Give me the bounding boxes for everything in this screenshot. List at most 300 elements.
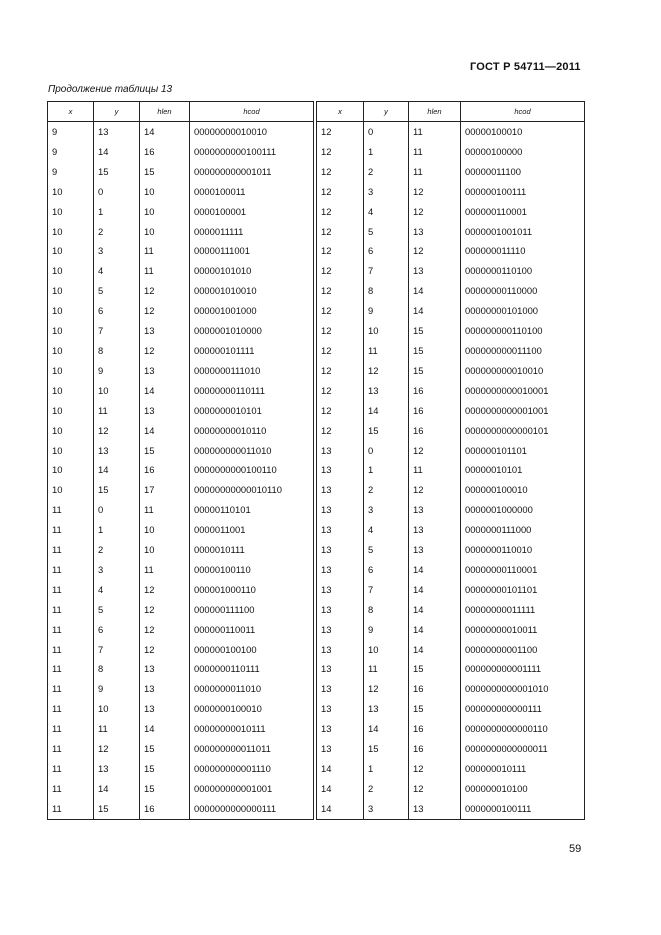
cell-hcod: 0000000111010 — [190, 361, 314, 381]
column-header-hlen: hlen — [409, 102, 461, 122]
cell-hcod: 000000000011011 — [190, 739, 314, 759]
cell-hcod: 0000010111 — [190, 540, 314, 560]
cell-hcod: 0000000110111 — [190, 659, 314, 679]
cell-hcod: 00000000010010 — [190, 122, 314, 142]
cell-hlen: 10 — [140, 222, 190, 242]
table-row — [317, 222, 585, 242]
cell-hlen: 12 — [140, 301, 190, 321]
column-header-y: y — [364, 102, 409, 122]
cell-x: 11 — [48, 659, 94, 679]
cell-hcod: 00000110101 — [190, 500, 314, 520]
cell-hcod: 000000000000111 — [461, 699, 585, 719]
cell-x: 13 — [317, 580, 364, 600]
cell-hlen: 15 — [140, 759, 190, 779]
cell-x: 10 — [48, 480, 94, 500]
cell-y: 15 — [94, 799, 140, 819]
table-row — [317, 421, 585, 441]
cell-hcod: 0000001001011 — [461, 222, 585, 242]
code-table-left — [47, 101, 314, 820]
cell-hlen: 14 — [409, 580, 461, 600]
cell-hcod: 000000010100 — [461, 779, 585, 799]
cell-hlen: 14 — [140, 122, 190, 142]
cell-x: 10 — [48, 182, 94, 202]
table-row — [48, 381, 314, 401]
cell-x: 11 — [48, 719, 94, 739]
cell-y: 6 — [94, 301, 140, 321]
cell-y: 4 — [94, 261, 140, 281]
cell-hlen: 15 — [409, 361, 461, 381]
cell-y: 3 — [364, 182, 409, 202]
cell-y: 3 — [364, 500, 409, 520]
cell-x: 11 — [48, 699, 94, 719]
cell-y: 5 — [364, 540, 409, 560]
cell-y: 1 — [94, 520, 140, 540]
table-row — [317, 719, 585, 739]
cell-x: 11 — [48, 799, 94, 819]
cell-hcod: 0000000011010 — [190, 679, 314, 699]
table-row — [48, 580, 314, 600]
cell-hlen: 12 — [140, 600, 190, 620]
cell-x: 14 — [317, 759, 364, 779]
cell-x: 12 — [317, 381, 364, 401]
table-row — [317, 202, 585, 222]
table-row — [317, 799, 585, 819]
cell-x: 12 — [317, 122, 364, 142]
cell-hlen: 11 — [140, 500, 190, 520]
cell-x: 10 — [48, 460, 94, 480]
cell-y: 7 — [94, 321, 140, 341]
table-row — [317, 162, 585, 182]
table-row — [48, 620, 314, 640]
table-row — [48, 640, 314, 660]
table-row — [317, 679, 585, 699]
table-row — [48, 560, 314, 580]
table-row — [48, 719, 314, 739]
table-row — [48, 301, 314, 321]
cell-hlen: 10 — [140, 520, 190, 540]
cell-hlen: 13 — [409, 222, 461, 242]
cell-x: 13 — [317, 620, 364, 640]
table-row — [317, 580, 585, 600]
cell-hcod: 00000000010111 — [190, 719, 314, 739]
table-row — [317, 142, 585, 162]
cell-y: 3 — [94, 241, 140, 261]
cell-x: 10 — [48, 261, 94, 281]
cell-y: 10 — [364, 321, 409, 341]
cell-hcod: 000000000001110 — [190, 759, 314, 779]
cell-hcod: 00000000001100 — [461, 640, 585, 660]
cell-hcod: 000000010111 — [461, 759, 585, 779]
cell-hcod: 00000000110000 — [461, 281, 585, 301]
cell-hlen: 13 — [140, 321, 190, 341]
cell-hcod: 0000001000000 — [461, 500, 585, 520]
table-row — [317, 640, 585, 660]
table-row — [48, 202, 314, 222]
cell-hlen: 13 — [140, 679, 190, 699]
cell-y: 14 — [94, 142, 140, 162]
cell-hlen: 10 — [140, 182, 190, 202]
cell-x: 10 — [48, 341, 94, 361]
cell-y: 15 — [364, 421, 409, 441]
cell-hcod: 0000000000000111 — [190, 799, 314, 819]
cell-x: 10 — [48, 441, 94, 461]
cell-y: 11 — [364, 341, 409, 361]
table-row — [48, 341, 314, 361]
cell-x: 10 — [48, 202, 94, 222]
cell-hlen: 11 — [409, 460, 461, 480]
cell-hcod: 000000101101 — [461, 441, 585, 461]
table-row — [317, 699, 585, 719]
cell-hcod: 00000010101 — [461, 460, 585, 480]
cell-hlen: 14 — [409, 281, 461, 301]
cell-y: 7 — [94, 640, 140, 660]
cell-hlen: 14 — [409, 600, 461, 620]
cell-y: 6 — [94, 620, 140, 640]
cell-hcod: 000001000110 — [190, 580, 314, 600]
cell-hcod: 0000001010000 — [190, 321, 314, 341]
cell-x: 13 — [317, 719, 364, 739]
cell-x: 10 — [48, 301, 94, 321]
cell-x: 12 — [317, 401, 364, 421]
cell-hlen: 12 — [409, 779, 461, 799]
cell-hcod: 0000000000100111 — [190, 142, 314, 162]
cell-x: 9 — [48, 142, 94, 162]
cell-hlen: 14 — [140, 719, 190, 739]
cell-hcod: 000000000110100 — [461, 321, 585, 341]
cell-y: 5 — [94, 600, 140, 620]
cell-y: 10 — [94, 699, 140, 719]
cell-y: 14 — [364, 719, 409, 739]
table-row — [317, 321, 585, 341]
cell-hcod: 0000000000000110 — [461, 719, 585, 739]
table-row — [317, 182, 585, 202]
cell-y: 1 — [94, 202, 140, 222]
cell-x: 12 — [317, 162, 364, 182]
cell-hlen: 12 — [140, 620, 190, 640]
cell-x: 11 — [48, 779, 94, 799]
cell-hcod: 000000000011010 — [190, 441, 314, 461]
column-header-hcod: hcod — [190, 102, 314, 122]
cell-hcod: 0000011111 — [190, 222, 314, 242]
cell-x: 10 — [48, 222, 94, 242]
cell-x: 12 — [317, 361, 364, 381]
cell-hcod: 00000000110001 — [461, 560, 585, 580]
cell-x: 13 — [317, 640, 364, 660]
cell-x: 12 — [317, 301, 364, 321]
cell-hlen: 13 — [140, 699, 190, 719]
cell-y: 9 — [364, 620, 409, 640]
cell-hcod: 0000000000010001 — [461, 381, 585, 401]
cell-hcod: 0000011001 — [190, 520, 314, 540]
cell-hcod: 00000000101000 — [461, 301, 585, 321]
cell-hlen: 13 — [409, 261, 461, 281]
cell-x: 10 — [48, 281, 94, 301]
table-row — [48, 600, 314, 620]
cell-x: 9 — [48, 122, 94, 142]
cell-y: 13 — [94, 441, 140, 461]
table-row — [48, 222, 314, 242]
cell-hcod: 000000000001111 — [461, 659, 585, 679]
cell-hlen: 12 — [409, 182, 461, 202]
table-row — [317, 301, 585, 321]
cell-y: 2 — [364, 162, 409, 182]
cell-hcod: 0000000110100 — [461, 261, 585, 281]
cell-y: 0 — [94, 500, 140, 520]
table-row — [317, 560, 585, 580]
column-header-x: x — [317, 102, 364, 122]
table-row — [317, 659, 585, 679]
cell-y: 14 — [364, 401, 409, 421]
table-row — [317, 381, 585, 401]
cell-hcod: 000001001000 — [190, 301, 314, 321]
cell-hlen: 15 — [140, 441, 190, 461]
cell-x: 12 — [317, 202, 364, 222]
cell-hcod: 0000000000001001 — [461, 401, 585, 421]
cell-y: 15 — [364, 739, 409, 759]
cell-hcod: 000000000010010 — [461, 361, 585, 381]
table-row — [317, 441, 585, 461]
cell-hlen: 15 — [140, 779, 190, 799]
cell-hlen: 15 — [409, 699, 461, 719]
table-row — [48, 540, 314, 560]
cell-hlen: 15 — [409, 659, 461, 679]
table-row — [48, 441, 314, 461]
cell-y: 8 — [94, 659, 140, 679]
cell-y: 3 — [364, 799, 409, 819]
table-row — [48, 460, 314, 480]
cell-y: 12 — [94, 739, 140, 759]
cell-y: 12 — [364, 361, 409, 381]
cell-hlen: 13 — [409, 799, 461, 819]
cell-x: 9 — [48, 162, 94, 182]
cell-x: 12 — [317, 321, 364, 341]
cell-hcod: 0000000100010 — [190, 699, 314, 719]
cell-hcod: 00000000011111 — [461, 600, 585, 620]
cell-hcod: 0000000000001010 — [461, 679, 585, 699]
cell-hlen: 13 — [409, 540, 461, 560]
cell-hcod: 0000000110010 — [461, 540, 585, 560]
cell-y: 4 — [94, 580, 140, 600]
cell-hcod: 00000100010 — [461, 122, 585, 142]
page-number: 59 — [569, 843, 582, 855]
cell-x: 13 — [317, 560, 364, 580]
cell-x: 11 — [48, 620, 94, 640]
column-header-x: x — [48, 102, 94, 122]
cell-x: 13 — [317, 699, 364, 719]
cell-y: 14 — [94, 460, 140, 480]
cell-hlen: 11 — [140, 241, 190, 261]
table-row — [317, 261, 585, 281]
cell-hcod: 0000000000000101 — [461, 421, 585, 441]
cell-y: 7 — [364, 261, 409, 281]
table-row — [317, 739, 585, 759]
cell-x: 10 — [48, 421, 94, 441]
cell-y: 12 — [364, 679, 409, 699]
cell-x: 10 — [48, 401, 94, 421]
table-row — [48, 182, 314, 202]
cell-x: 13 — [317, 600, 364, 620]
cell-y: 2 — [364, 779, 409, 799]
standard-header: ГОСТ Р 54711—2011 — [470, 61, 581, 73]
cell-hcod: 0000000111000 — [461, 520, 585, 540]
cell-hlen: 13 — [409, 520, 461, 540]
cell-x: 10 — [48, 241, 94, 261]
cell-hlen: 14 — [409, 640, 461, 660]
table-row — [48, 261, 314, 281]
cell-y: 13 — [94, 122, 140, 142]
cell-x: 11 — [48, 600, 94, 620]
cell-x: 11 — [48, 580, 94, 600]
cell-hlen: 16 — [409, 679, 461, 699]
cell-x: 14 — [317, 779, 364, 799]
cell-y: 13 — [94, 759, 140, 779]
cell-y: 1 — [364, 142, 409, 162]
cell-x: 11 — [48, 759, 94, 779]
cell-x: 12 — [317, 341, 364, 361]
cell-hcod: 0000100001 — [190, 202, 314, 222]
cell-hcod: 000000100010 — [461, 480, 585, 500]
cell-hlen: 15 — [140, 162, 190, 182]
cell-x: 13 — [317, 679, 364, 699]
cell-hcod: 0000000000100110 — [190, 460, 314, 480]
table-row — [48, 679, 314, 699]
cell-hlen: 12 — [409, 241, 461, 261]
cell-y: 9 — [94, 679, 140, 699]
cell-hcod: 000000000011100 — [461, 341, 585, 361]
cell-y: 15 — [94, 480, 140, 500]
cell-y: 2 — [364, 480, 409, 500]
cell-x: 12 — [317, 142, 364, 162]
cell-hlen: 17 — [140, 480, 190, 500]
table-row — [48, 401, 314, 421]
cell-hlen: 16 — [409, 719, 461, 739]
table-row — [48, 241, 314, 261]
cell-hcod: 00000000010110 — [190, 421, 314, 441]
table-row — [317, 779, 585, 799]
cell-y: 11 — [94, 401, 140, 421]
cell-x: 13 — [317, 520, 364, 540]
cell-hcod: 0000100011 — [190, 182, 314, 202]
table-row — [48, 520, 314, 540]
cell-hcod: 000000101111 — [190, 341, 314, 361]
cell-hcod: 000000111100 — [190, 600, 314, 620]
cell-x: 12 — [317, 281, 364, 301]
table-row — [317, 600, 585, 620]
cell-x: 11 — [48, 560, 94, 580]
table-row — [48, 659, 314, 679]
table-row — [317, 759, 585, 779]
column-header-hlen: hlen — [140, 102, 190, 122]
table-row — [317, 460, 585, 480]
cell-y: 10 — [364, 640, 409, 660]
cell-hcod: 0000000010101 — [190, 401, 314, 421]
cell-x: 13 — [317, 441, 364, 461]
cell-x: 12 — [317, 421, 364, 441]
cell-x: 13 — [317, 739, 364, 759]
cell-hlen: 16 — [409, 381, 461, 401]
cell-hcod: 00000100000 — [461, 142, 585, 162]
cell-x: 11 — [48, 500, 94, 520]
table-row — [317, 401, 585, 421]
cell-hlen: 16 — [140, 142, 190, 162]
cell-x: 11 — [48, 679, 94, 699]
cell-x: 11 — [48, 640, 94, 660]
cell-hlen: 12 — [409, 759, 461, 779]
table-row — [48, 779, 314, 799]
cell-y: 10 — [94, 381, 140, 401]
cell-y: 8 — [364, 600, 409, 620]
cell-y: 0 — [364, 122, 409, 142]
cell-hcod: 00000000000010110 — [190, 480, 314, 500]
cell-y: 5 — [364, 222, 409, 242]
cell-hcod: 0000000000000011 — [461, 739, 585, 759]
cell-y: 1 — [364, 460, 409, 480]
cell-hlen: 16 — [409, 401, 461, 421]
cell-y: 15 — [94, 162, 140, 182]
cell-hlen: 12 — [140, 281, 190, 301]
table-row — [317, 480, 585, 500]
cell-hlen: 12 — [409, 202, 461, 222]
table-row — [317, 520, 585, 540]
cell-hcod: 00000000110111 — [190, 381, 314, 401]
cell-hlen: 15 — [140, 739, 190, 759]
cell-y: 13 — [364, 381, 409, 401]
table-row — [48, 361, 314, 381]
cell-y: 6 — [364, 560, 409, 580]
cell-x: 12 — [317, 241, 364, 261]
cell-hlen: 13 — [140, 659, 190, 679]
table-row — [317, 241, 585, 261]
cell-y: 9 — [364, 301, 409, 321]
cell-y: 1 — [364, 759, 409, 779]
cell-hlen: 12 — [140, 341, 190, 361]
cell-hlen: 14 — [409, 301, 461, 321]
cell-hlen: 11 — [409, 162, 461, 182]
cell-x: 12 — [317, 182, 364, 202]
table-row — [317, 620, 585, 640]
table-caption: Продолжение таблицы 13 — [48, 84, 173, 95]
cell-y: 11 — [94, 719, 140, 739]
table-row — [48, 480, 314, 500]
cell-hlen: 10 — [140, 202, 190, 222]
cell-x: 14 — [317, 799, 364, 819]
cell-x: 10 — [48, 321, 94, 341]
cell-hcod: 000000110011 — [190, 620, 314, 640]
table-row — [48, 142, 314, 162]
column-header-hcod: hcod — [461, 102, 585, 122]
cell-x: 11 — [48, 540, 94, 560]
cell-hlen: 11 — [409, 142, 461, 162]
table-row — [48, 162, 314, 182]
cell-y: 9 — [94, 361, 140, 381]
table-row — [317, 341, 585, 361]
cell-y: 3 — [94, 560, 140, 580]
cell-y: 13 — [364, 699, 409, 719]
cell-hcod: 0000000100111 — [461, 799, 585, 819]
cell-y: 4 — [364, 202, 409, 222]
cell-hcod: 000000110001 — [461, 202, 585, 222]
cell-hcod: 00000101010 — [190, 261, 314, 281]
cell-y: 7 — [364, 580, 409, 600]
cell-y: 8 — [94, 341, 140, 361]
cell-x: 13 — [317, 540, 364, 560]
cell-x: 11 — [48, 520, 94, 540]
cell-hlen: 16 — [409, 739, 461, 759]
cell-hlen: 14 — [409, 560, 461, 580]
cell-hcod: 00000100110 — [190, 560, 314, 580]
cell-x: 13 — [317, 659, 364, 679]
cell-hcod: 00000000101101 — [461, 580, 585, 600]
